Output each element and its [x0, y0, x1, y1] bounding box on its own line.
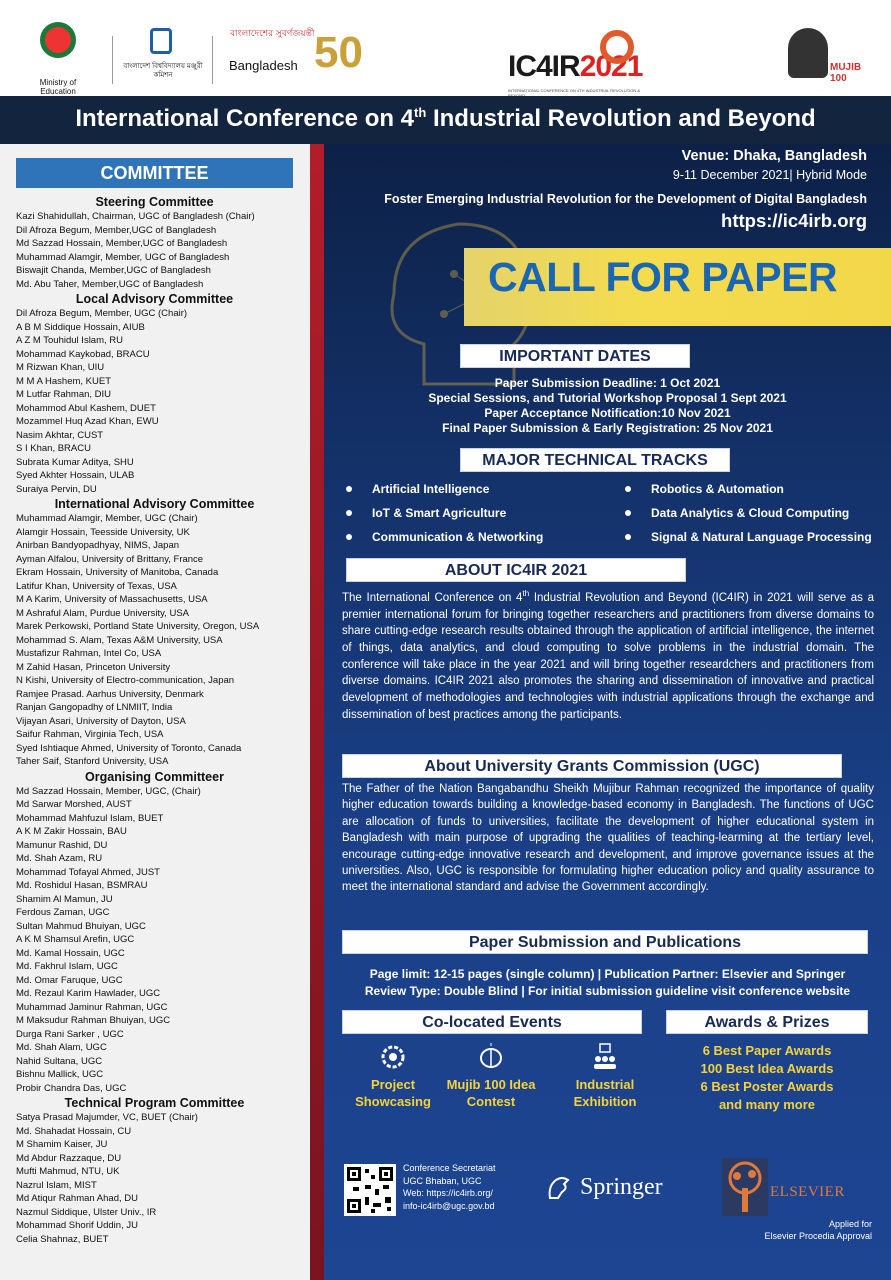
committee-member: M Ashraful Alam, Purdue University, USA: [16, 607, 189, 619]
track-label: IoT & Smart Agriculture: [372, 506, 507, 520]
bangladesh-golden-jubilee-logo: [222, 24, 362, 88]
secretariat-line: UGC Bhaban, UGC: [403, 1175, 482, 1186]
committee-member: Shamim Al Mamun, JU: [16, 893, 113, 905]
committee-member: Nahid Sultana, UGC: [16, 1055, 103, 1067]
about-text-pre: The International Conference on 4: [342, 591, 523, 604]
committee-member: Syed Ishtiaque Ahmed, University of Toronto, Canada: [16, 742, 242, 754]
venue-text: Venue: Dhaka, Bangladesh: [681, 148, 867, 164]
award-item: 6 Best Paper Awards: [702, 1043, 832, 1058]
secretariat-line: Conference Secretariat: [403, 1163, 496, 1173]
committee-member: Anirban Bandyopadhyay, NIMS, Japan: [16, 540, 180, 551]
committee-member: Md. Shah Alam, UGC: [16, 1042, 107, 1053]
committee-member: Mozammel Huq Azad Khan, EWU: [16, 416, 159, 427]
track-item: [372, 506, 506, 520]
committee-member: Md. Rezaul Karim Hawlader, UGC: [16, 988, 161, 999]
ic4ir-tagline: INTERNATIONAL CONFERENCE ON 4TH INDUSTRIAL REVOLUTION &: [508, 88, 641, 93]
committee-member: Taher Saif, Stanford University, USA: [16, 756, 169, 767]
committee-member: M Rizwan Khan, UIU: [16, 362, 105, 373]
committee-member: Ramjee Prasad. Aarhus University, Denmark: [16, 688, 204, 700]
committee-member: Md. Roshidul Hasan, BSMRAU: [16, 880, 148, 891]
website-url[interactable]: https://ic4irb.org: [721, 210, 867, 231]
committee-member: Durga Rani Sarker , UGC: [16, 1028, 124, 1040]
committee-group-title: Steering Committee: [95, 195, 214, 209]
committee-member: Md Atiqur Rahman Ahad, DU: [16, 1193, 138, 1204]
committee-member: Mamunur Rashid, DU: [16, 839, 108, 851]
committee-member: Md Abdur Razzaque, DU: [16, 1152, 122, 1164]
portrait-icon: [788, 28, 828, 78]
committee-member: Mohammod Abul Kashem, DUET: [16, 402, 156, 414]
about-ic4ir-heading: ABOUT IC4IR 2021: [346, 558, 686, 582]
committee-member: Mohammad Mahfuzul Islam, BUET: [16, 812, 164, 824]
logo-divider: [112, 36, 113, 84]
technical-tracks-heading: MAJOR TECHNICAL TRACKS: [460, 448, 730, 472]
event-label: Mujib 100 Idea: [446, 1077, 536, 1092]
elsevier-approval-note: [724, 1218, 872, 1242]
committee-member: N Kishi, University of Electro-communication, Japan: [16, 675, 235, 686]
committee-member: Nasim Akhtar, CUST: [16, 429, 104, 441]
gear-bulb-icon: [378, 1042, 408, 1072]
committee-member: M Lutfar Rahman, DIU: [16, 389, 112, 400]
committee-member: Muhammad Alamgir, Member, UGC of Bangladesh: [16, 251, 230, 263]
important-date-item: Paper Submission Deadline: 1 Oct 2021: [494, 376, 721, 390]
moe-caption: Ministry of Education: [39, 78, 77, 96]
important-dates-heading: IMPORTANT DATES: [460, 344, 690, 368]
award-item: 100 Best Idea Awards: [700, 1061, 834, 1076]
committee-member: A B M Siddique Hossain, AIUB: [16, 321, 145, 333]
committee-member: Celia Shahnaz, BUET: [16, 1233, 109, 1245]
event-label: Project: [370, 1077, 416, 1092]
committee-member: Vijayan Asari, University of Dayton, USA: [16, 715, 186, 727]
awards-heading: Awards & Prizes: [666, 1010, 868, 1034]
committee-member: A K M Zakir Hossain, BAU: [16, 826, 127, 837]
submission-line: Page limit: 12-15 pages (single column) | Publication Partner: Elsevier and Springer: [369, 967, 846, 981]
submission-line: Review Type: Double Blind | For initial submission guideline visit conference website: [364, 984, 851, 998]
committee-group-title: Local Advisory Committee: [75, 292, 234, 306]
committee-member: Bishnu Mallick, UGC: [16, 1069, 104, 1080]
committee-member: Mufti Mahmud, NTU, UK: [16, 1166, 120, 1177]
submission-details: [324, 966, 891, 1000]
event-mujib-100-idea-contest: [436, 1042, 546, 1110]
submission-heading: Paper Submission and Publications: [342, 930, 868, 954]
people-presentation-icon: [590, 1042, 620, 1072]
committee-member: Sultan Mahmud Bhuiyan, UGC: [16, 920, 146, 932]
committee-member: Probir Chandra Das, UGC: [16, 1082, 127, 1094]
committee-member: Alamgir Hossain, Teesside University, UK: [16, 526, 190, 538]
committee-group-title: Organising Committeer: [85, 769, 224, 784]
ugc-logo: [120, 28, 210, 88]
committee-member: Suraiya Pervin, DU: [16, 483, 97, 495]
committee-member: Nazrul Islam, MIST: [16, 1179, 97, 1191]
committee-member: Ranjan Gangopadhy of LNMIIT, India: [16, 702, 173, 713]
brain-icon: [476, 1042, 506, 1072]
track-label: Artificial Intelligence: [372, 482, 490, 496]
springer-logo: Springer: [580, 1174, 663, 1200]
committee-member: Md Sazzad Hossain, Member,UGC of Bangladesh: [16, 238, 228, 249]
secretariat-web-link[interactable]: Web: https://ic4irb.org/: [403, 1188, 493, 1198]
committee-member: A Z M Touhidul Islam, RU: [16, 335, 124, 346]
committee-member: Mustafizur Rahman, Intel Co, USA: [16, 648, 162, 659]
award-item: 6 Best Poster Awards: [700, 1079, 834, 1094]
awards-list: [666, 1042, 868, 1114]
event-label: Showcasing: [355, 1094, 431, 1109]
bullet-icon: [625, 534, 631, 540]
committee-member: Latifur Khan, University of Texas, USA: [16, 580, 177, 592]
mujib-100-logo: [784, 28, 864, 88]
foster-tagline: Foster Emerging Industrial Revolution for the Development of Digital Bangladesh: [384, 192, 867, 206]
committee-member: Dil Afroza Begum, Member, UGC (Chair): [16, 308, 188, 319]
track-label: Signal & Natural Language Processing: [651, 530, 872, 544]
important-date-item: Final Paper Submission & Early Registration: 25 Nov 2021: [442, 421, 773, 435]
main-panel: [324, 144, 891, 1280]
committee-heading: COMMITTEE: [16, 158, 293, 188]
springer-horse-icon: [544, 1172, 574, 1202]
track-item: [372, 530, 543, 544]
ic4ir-wordmark-a: IC4IR: [508, 50, 580, 83]
committee-list: [16, 194, 306, 1246]
elsevier-logo: ELSEVIER: [770, 1184, 845, 1200]
committee-member: M Shamim Kaiser, JU: [16, 1139, 108, 1150]
title-bar: [0, 96, 891, 144]
track-item: [651, 506, 849, 520]
committee-member: A K M Shamsul Arefin, UGC: [16, 934, 135, 945]
bullet-icon: [625, 486, 631, 492]
committee-member: Marek Perkowski, Portland State University, Oregon, USA: [16, 621, 260, 632]
committee-group-title: International Advisory Committee: [54, 497, 255, 511]
ugc-caption: বাংলাদেশ বিশ্ববিদ্যালয় মঞ্জুরী কমিশন: [123, 63, 203, 79]
committee-member: Nazmul Siddique, Ulster Univ., IR: [16, 1206, 157, 1218]
committee-member: Muhammad Alamgir, Member, UGC (Chair): [16, 513, 198, 524]
event-industrial-exhibition: [550, 1042, 660, 1110]
committee-member: Satya Prasad Majumder, VC, BUET (Chair): [16, 1112, 198, 1123]
logo-strip: [0, 0, 891, 96]
bullet-icon: [346, 534, 352, 540]
event-project-showcasing: [338, 1042, 448, 1110]
qr-code[interactable]: [344, 1164, 396, 1216]
bullet-icon: [346, 510, 352, 516]
golden-jubilee-bangla: বাংলাদেশের সুবর্ণজয়ন্তী: [230, 29, 315, 39]
track-label: Communication & Networking: [372, 530, 544, 544]
ministry-of-education-logo: [22, 22, 92, 96]
title-sup: th: [414, 105, 427, 120]
call-for-paper-heading: CALL FOR PAPER: [488, 254, 838, 300]
committee-member: M A Karim, University of Massachusetts, USA: [16, 594, 208, 605]
bullet-icon: [625, 510, 631, 516]
committee-member: Muhammad Jaminur Rahman, UGC: [16, 1001, 168, 1013]
mujib-100-text: MUJIB 100: [830, 62, 862, 84]
committee-member: Md. Omar Faruque, UGC: [16, 974, 123, 986]
golden-jubilee-english: Bangladesh: [229, 58, 298, 73]
bangladesh-seal-icon: [40, 22, 76, 58]
award-item: and many more: [718, 1097, 816, 1112]
committee-member: M M A Hashem, KUET: [16, 375, 112, 387]
dates-text: 9-11 December 2021| Hybrid Mode: [672, 168, 867, 182]
committee-member: Mohammad Kaykobad, BRACU: [16, 348, 150, 360]
committee-member: Dil Afroza Begum, Member,UGC of Bangladesh: [16, 224, 217, 236]
track-label: Data Analytics & Cloud Computing: [651, 506, 850, 520]
secretariat-contact: [403, 1162, 496, 1212]
committee-member: S I Khan, BRACU: [16, 443, 91, 454]
red-divider-stripe: [310, 144, 324, 1280]
committee-member: Md. Shahadat Hossain, CU: [16, 1125, 132, 1137]
about-ugc-text: The Father of the Nation Bangabandhu Sheikh Mujibur Rahman recognized the importance of quality higher education towards building a knowledge-based economy in Bangladesh. The functions of UGC are allocation of funds to universities, facilitate the development of higher educational system in Bangladesh with main purpose of upgrading the qualities of teaching-learming at the tertiary level, encourage cutting-edge innovative research and development, and improve governance issues at the universities. Also, UGC is responsible for formulating higher education policy and quality assurance to meet the international standard and advise the Government accordingly.: [342, 783, 874, 894]
important-date-item: Paper Acceptance Notification:10 Nov 2021: [484, 406, 731, 420]
committee-member: Kazi Shahidullah, Chairman, UGC of Bangladesh (Chair): [16, 211, 255, 222]
logo-divider: [212, 36, 213, 84]
about-text-post: Industrial Revolution and Beyond (IC4IR) in 2021 will serve as a premier international forum for bringing together researchers and practitioners from diverse domains to share cutting-edge research results obtained through the application of artificial intelligence, the internet of things, data analytics, and cloud computing to solve problems in the industrial domain. The conference will take place in the year 2021 and will bring together researdchers and practitioners from diverse domains. IC4IR 2021 also promotes the sharing and dissemination of innovative and practical development of methodologies and technologies with industrial applications through the exchange and dissemination of best practices among the participants.: [342, 591, 874, 721]
elsevier-tree-icon: [722, 1158, 768, 1216]
about-ugc-heading: About University Grants Commission (UGC): [342, 754, 842, 778]
committee-member: Saifur Rahman, Virginia Tech, USA: [16, 729, 164, 740]
title-post: Industrial Revolution and Beyond: [426, 105, 816, 132]
conference-title: [0, 105, 891, 133]
committee-member: Md. Abu Taher, Member,UGC of Bangladesh: [16, 278, 204, 290]
committee-member: Md. Shah Azam, RU: [16, 853, 103, 864]
bullet-icon: [346, 486, 352, 492]
track-item: [651, 482, 784, 496]
committee-member: Biswajit Chanda, Member,UGC of Bangladesh: [16, 265, 211, 276]
secretariat-email-link[interactable]: info-ic4irb@ugc.gov.bd: [403, 1200, 495, 1211]
about-ic4ir-text: [342, 586, 874, 723]
event-label: Industrial: [575, 1077, 635, 1092]
approval-line: Applied for: [828, 1219, 872, 1229]
committee-member: Mohammad Shorif Uddin, JU: [16, 1220, 138, 1231]
committee-member: Md. Kamal Hossain, UGC: [16, 947, 125, 959]
committee-member: Md. Fakhrul Islam, UGC: [16, 961, 118, 972]
title-pre: International Conference on 4: [75, 105, 415, 132]
committee-member: Ayman Alfalou, University of Brittany, France: [16, 553, 204, 565]
event-label: Contest: [466, 1094, 516, 1109]
important-date-item: Special Sessions, and Tutorial Workshop Proposal 1 Sept 2021: [428, 391, 787, 405]
track-label: Robotics & Automation: [651, 482, 784, 496]
gear-icon: [600, 30, 634, 64]
ugc-emblem-icon: [150, 28, 172, 54]
committee-member: Md Sarwar Morshed, AUST: [16, 799, 132, 810]
colocated-events-heading: Co-located Events: [342, 1010, 642, 1034]
committee-member: Mohammad Tofayal Ahmed, JUST: [16, 866, 160, 878]
track-item: [651, 530, 872, 544]
approval-line: Elsevier Procedia Approval: [764, 1231, 872, 1241]
committee-member: Ekram Hossain, University of Manitoba, Canada: [16, 567, 219, 578]
committee-member: M Zahid Hasan, Princeton University: [16, 661, 171, 673]
track-item: [372, 482, 489, 496]
committee-member: M Maksudur Rahman Bhuiyan, UGC: [16, 1015, 171, 1026]
ic4ir-logo: [508, 30, 648, 93]
golden-jubilee-number: 50: [314, 28, 363, 77]
committee-member: Mohammad S. Alam, Texas A&M University, USA: [16, 634, 223, 646]
ic4ir-wordmark-b: 2021: [579, 50, 643, 83]
committee-member: Subrata Kumar Aditya, SHU: [16, 456, 134, 468]
about-text-sup: th: [522, 589, 530, 598]
committee-group-title: Technical Program Committee: [64, 1096, 245, 1110]
committee-member: Syed Akhter Hossain, ULAB: [16, 470, 135, 481]
committee-panel: [0, 144, 310, 1280]
committee-member: Ferdous Zaman, UGC: [16, 907, 110, 918]
committee-member: Md Sazzad Hossain, Member, UGC, (Chair): [16, 785, 201, 797]
event-label: Exhibition: [573, 1094, 637, 1109]
important-dates-list: [324, 376, 891, 436]
